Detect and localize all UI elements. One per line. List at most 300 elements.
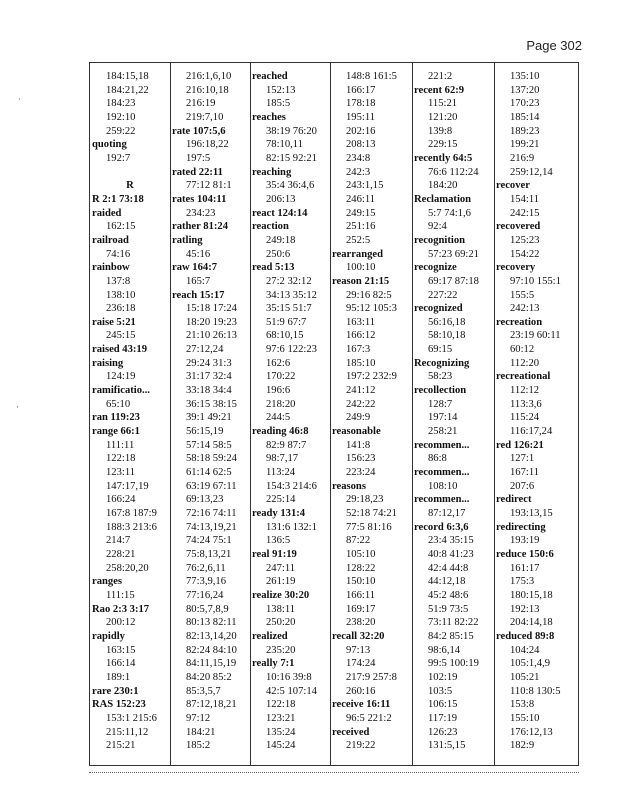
page-reference: 123:21	[266, 712, 296, 724]
page-reference: 189:1	[106, 671, 131, 683]
index-term: raided	[92, 207, 122, 219]
index-term: reasons	[332, 480, 366, 492]
page-reference: 153:8	[510, 699, 535, 711]
page-reference: 259:22	[106, 125, 136, 137]
page-reference: 166:17	[346, 84, 376, 96]
index-term: reaches	[252, 111, 286, 123]
index-term: recreational	[496, 371, 551, 383]
page-reference: 258:20,20	[106, 562, 149, 574]
index-term: reading 46:8	[252, 426, 309, 438]
page-reference: 223:24	[346, 467, 376, 479]
index-term: rated 22:11	[172, 166, 223, 178]
page-reference: 166:14	[106, 658, 136, 670]
index-term: rates 104:11	[172, 193, 227, 205]
index-term: record 6:3,6	[414, 521, 469, 533]
page-reference: 124:19	[106, 371, 136, 383]
page-reference: 259:12,14	[510, 166, 553, 178]
page-reference: 23:19 60:11	[510, 330, 561, 342]
page-reference: 29:24 31:3	[186, 357, 232, 369]
page-reference: 87:12,17	[428, 508, 466, 519]
index-term: receive 16:11	[332, 699, 391, 711]
column-divider	[170, 62, 171, 766]
index-term: really 7:1	[252, 658, 295, 670]
page-reference: 51:9 73:5	[428, 603, 469, 615]
page-reference: 182:9	[510, 740, 535, 752]
page-reference: 154:11	[510, 193, 540, 205]
page-reference: 150:10	[346, 576, 376, 588]
page-reference: 195:11	[346, 111, 376, 123]
index-column-1	[92, 70, 168, 753]
page-reference: 193:13,15	[510, 508, 553, 519]
page-reference: 72:16 74:11	[186, 508, 237, 519]
page-reference: 74:13,19,21	[186, 521, 237, 533]
page-reference: 227:22	[428, 289, 458, 301]
page-reference: 137:20	[510, 84, 540, 96]
page-reference: 127:1	[510, 453, 535, 465]
page-reference: 23:4 35:15	[428, 535, 474, 547]
page-reference: 138:10	[106, 289, 136, 301]
index-term: recent 62:9	[414, 84, 465, 96]
page-reference: 176:12,13	[510, 726, 553, 738]
page-reference: 249:18	[266, 234, 296, 246]
page-reference: 147:17,19	[106, 480, 149, 492]
index-term: redirect	[496, 494, 532, 506]
page-reference: 86:8	[428, 453, 447, 465]
page-reference: 106:15	[428, 699, 458, 711]
page-reference: 57:14 58:5	[186, 439, 232, 451]
page-reference: 82:9 87:7	[266, 439, 307, 451]
page-reference: 38:19 76:20	[266, 125, 317, 137]
page-reference: 261:19	[266, 576, 296, 588]
index-term: reduced 89:8	[496, 630, 555, 642]
index-term: red 126:21	[496, 439, 544, 451]
page-reference: 105:1,4,9	[510, 658, 551, 670]
index-term: realized	[252, 630, 288, 642]
page-reference: 97:12	[186, 712, 211, 724]
page-reference: 121:20	[428, 111, 458, 123]
index-column-6	[496, 70, 576, 753]
index-term: raising	[92, 357, 124, 369]
page-reference: 196:18,22	[186, 139, 229, 151]
page-reference: 45:16	[186, 248, 211, 260]
page-reference: 136:5	[266, 535, 291, 547]
page-reference: 92:4	[428, 221, 447, 233]
page-reference: 35:4 36:4,6	[266, 180, 315, 192]
page-reference: 125:23	[510, 234, 540, 246]
index-column-4	[332, 70, 410, 753]
page-reference: 138:11	[266, 603, 296, 615]
index-term: reaction	[252, 221, 289, 233]
page-reference: 174:24	[346, 658, 376, 670]
page-reference: 175:3	[510, 576, 535, 588]
page-reference: 242:15	[510, 207, 540, 219]
page-reference: 260:16	[346, 685, 376, 697]
page-reference: 73:11 82:22	[428, 617, 479, 629]
page-reference: 97:10 155:1	[510, 275, 561, 287]
page-reference: 113:24	[266, 467, 296, 479]
page-reference: 215:11,12	[106, 726, 149, 738]
page-reference: 117:19	[428, 712, 458, 724]
page-reference: 82:24 84:10	[186, 644, 237, 656]
page-reference: 116:17,24	[510, 426, 553, 438]
page-reference: 58:18 59:24	[186, 453, 237, 465]
page-reference: 238:20	[346, 617, 376, 629]
page-reference: 154:3 214:6	[266, 480, 317, 492]
page-reference: 97:6 122:23	[266, 344, 317, 356]
index-term: reduce 150:6	[496, 548, 554, 560]
page-reference: 105:21	[510, 671, 540, 683]
page-reference: 31:17 32:4	[186, 371, 232, 383]
index-term: recreation	[496, 316, 543, 328]
page-reference: 228:21	[106, 548, 136, 560]
page-reference: 185:14	[510, 111, 540, 123]
page-reference: 170:23	[510, 98, 540, 110]
page-reference: 131:5,15	[428, 740, 466, 752]
page-reference: 192:7	[106, 152, 131, 164]
page-reference: 74:24 75:1	[186, 535, 232, 547]
column-divider	[412, 62, 413, 766]
page-reference: 122:18	[266, 699, 296, 711]
index-term: redirecting	[496, 521, 546, 533]
page-reference: 188:3 213:6	[106, 521, 157, 533]
page-reference: 185:5	[266, 98, 291, 110]
page-reference: 246:11	[346, 193, 376, 205]
page-reference: 110:8 130:5	[510, 685, 561, 697]
page-reference: 27:12,24	[186, 344, 224, 356]
page-reference: 229:15	[428, 139, 458, 151]
page-reference: 234:8	[346, 152, 371, 164]
page-reference: 80:5,7,8,9	[186, 603, 229, 615]
page-reference: 242:13	[510, 303, 540, 315]
page-reference: 77:12 81:1	[186, 180, 232, 192]
page-reference: 192:13	[510, 603, 540, 615]
page-reference: 162:15	[106, 221, 136, 233]
index-term: recovered	[496, 221, 541, 233]
page-reference: 236:18	[106, 303, 136, 315]
page-reference: 234:23	[186, 207, 216, 219]
page-reference: 36:15 38:15	[186, 398, 237, 410]
column-divider	[250, 62, 251, 766]
page-reference: 189:23	[510, 125, 540, 137]
page-reference: 69:13,23	[186, 494, 224, 506]
page-number: Page 302	[526, 38, 582, 53]
index-term: Rao 2:3 3:17	[92, 603, 150, 615]
scan-mark: ·	[16, 402, 19, 412]
page-reference: 219:7,10	[186, 111, 224, 123]
page-reference: 185:2	[186, 740, 211, 752]
page-reference: 245:15	[106, 330, 136, 342]
page-reference: 80:13 82:11	[186, 617, 237, 629]
page-reference: 96:5 221:2	[346, 712, 392, 724]
page-reference: 42:5 107:14	[266, 685, 317, 697]
page-reference: 242:22	[346, 398, 376, 410]
page-reference: 105:10	[346, 548, 376, 560]
page-reference: 34:13 35:12	[266, 289, 317, 301]
index-term: R 2:1 73:18	[92, 193, 144, 205]
index-column-2	[172, 70, 248, 753]
page-reference: 214:7	[106, 535, 131, 547]
page-reference: 170:22	[266, 371, 296, 383]
column-divider	[330, 62, 331, 766]
page-reference: 57:23 69:21	[428, 248, 479, 260]
page-reference: 153:1 215:6	[106, 712, 157, 724]
page-reference: 63:19 67:11	[186, 480, 237, 492]
page-reference: 76:2,6,11	[186, 562, 226, 574]
page-reference: 156:23	[346, 453, 376, 465]
index-term: rainbow	[92, 262, 130, 274]
page-reference: 242:3	[346, 166, 371, 178]
page-reference: 42:4 44:8	[428, 562, 469, 574]
page-reference: 128:7	[428, 398, 453, 410]
page-reference: 29:18,23	[346, 494, 384, 506]
page-reference: 217:9 257:8	[346, 671, 397, 683]
page-reference: 216:9	[510, 152, 535, 164]
page-reference: 244:5	[266, 412, 291, 424]
page-reference: 87:22	[346, 535, 371, 547]
page-reference: 216:10,18	[186, 84, 229, 96]
column-divider	[494, 62, 495, 766]
page-reference: 192:10	[106, 111, 136, 123]
index-term: reached	[252, 71, 288, 82]
page-reference: 111:11	[106, 439, 135, 451]
page-reference: 161:17	[510, 562, 540, 574]
page-reference: 135:24	[266, 726, 296, 738]
index-term: RAS 152:23	[92, 699, 146, 711]
index-term: reach 15:17	[172, 289, 225, 301]
page-reference: 103:5	[428, 685, 453, 697]
page-reference: 225:14	[266, 494, 296, 506]
index-term: recommen...	[414, 467, 470, 479]
page-reference: 99:5 100:19	[428, 658, 479, 670]
page-reference: 100:10	[346, 262, 376, 274]
page-reference: 155:10	[510, 712, 540, 724]
page-reference: 243:1,15	[346, 180, 384, 192]
page-reference: 169:17	[346, 603, 376, 615]
index-term: reaching	[252, 166, 292, 178]
page-reference: 76:6 112:24	[428, 166, 479, 178]
page-reference: 206:13	[266, 193, 296, 205]
page-reference: 216:1,6,10	[186, 71, 232, 82]
index-term: react 124:14	[252, 207, 308, 219]
page-reference: 197:2 232:9	[346, 371, 397, 383]
page-reference: 77:5 81:16	[346, 521, 392, 533]
page-reference: 166:12	[346, 330, 376, 342]
page-reference: 141:8	[346, 439, 371, 451]
page-reference: 78:10,11	[266, 139, 303, 151]
page-reference: 84:2 85:15	[428, 630, 474, 642]
index-term: recommen...	[414, 439, 470, 451]
page-reference: 208:13	[346, 139, 376, 151]
index-term: recognized	[414, 303, 463, 315]
page-reference: 180:15,18	[510, 589, 553, 601]
page-reference: 152:13	[266, 84, 296, 96]
index-term: recovery	[496, 262, 536, 274]
page-reference: 85:3,5,7	[186, 685, 221, 697]
page-reference: 40:8 41:23	[428, 548, 474, 560]
index-term: realize 30:20	[252, 589, 310, 601]
page-reference: 135:10	[510, 71, 540, 82]
page-reference: 56:15,19	[186, 426, 224, 438]
index-term: rather 81:24	[172, 221, 228, 233]
page-reference: 166:24	[106, 494, 136, 506]
page-reference: 249:15	[346, 207, 376, 219]
page-reference: 167:8 187:9	[106, 508, 157, 519]
page-reference: 61:14 62:5	[186, 467, 232, 479]
page-reference: 139:8	[428, 125, 453, 137]
page-reference: 112:20	[510, 357, 540, 369]
page-reference: 184:15,18	[106, 71, 149, 82]
page-reference: 39:1 49:21	[186, 412, 232, 424]
page-reference: 97:13	[346, 644, 371, 656]
index-term: ready 131:4	[252, 508, 306, 519]
page-reference: 197:5	[186, 152, 211, 164]
index-term: recognize	[414, 262, 457, 274]
page-reference: 77:3,9,16	[186, 576, 227, 588]
page-reference: 131:6 132:1	[266, 521, 317, 533]
scan-mark: ·	[18, 94, 21, 104]
index-term: raised 43:19	[92, 344, 148, 356]
page-reference: 15:18 17:24	[186, 303, 237, 315]
page-reference: 250:20	[266, 617, 296, 629]
index-term: Reclamation	[414, 193, 472, 205]
page-reference: 74:16	[106, 248, 131, 260]
page-reference: 84:11,15,19	[186, 658, 237, 670]
page-reference: 112:12	[510, 385, 540, 397]
section-letter: R	[126, 180, 134, 192]
page-reference: 184:21,22	[106, 84, 149, 96]
page-reference: 95:12 105:3	[346, 303, 397, 315]
page-reference: 155:5	[510, 289, 535, 301]
page-reference: 5:7 74:1,6	[428, 207, 471, 219]
index-term: quoting	[92, 139, 127, 151]
page-reference: 113:3,6	[510, 398, 542, 410]
page-reference: 202:16	[346, 125, 376, 137]
page-reference: 249:9	[346, 412, 371, 424]
page-reference: 82:15 92:21	[266, 152, 317, 164]
page-reference: 162:6	[266, 357, 291, 369]
page-reference: 258:21	[428, 426, 458, 438]
index-term: real 91:19	[252, 548, 297, 560]
page-reference: 247:11	[266, 562, 296, 574]
index-term: ran 119:23	[92, 412, 140, 424]
index-term: range 66:1	[92, 426, 140, 438]
index-column-3	[252, 70, 328, 753]
page-reference: 52:18 74:21	[346, 508, 397, 519]
page-reference: 33:18 34:4	[186, 385, 232, 397]
page-reference: 10:16 39:8	[266, 671, 312, 683]
page-reference: 235:20	[266, 644, 296, 656]
page-reference: 58:23	[428, 371, 453, 383]
page-reference: 115:24	[510, 412, 540, 424]
index-term: rare 230:1	[92, 685, 139, 697]
page-reference: 98:6,14	[428, 644, 461, 656]
index-term: recall 32:20	[332, 630, 385, 642]
index-term: raw 164:7	[172, 262, 218, 274]
page-reference: 241:12	[346, 385, 376, 397]
page-reference: 111:15	[106, 589, 135, 601]
page-reference: 29:16 82:5	[346, 289, 392, 301]
index-term: received	[332, 726, 370, 738]
page-reference: 163:11	[346, 316, 376, 328]
page-reference: 60:12	[510, 344, 535, 356]
page-reference: 251:16	[346, 221, 376, 233]
page-reference: 122:18	[106, 453, 136, 465]
page-reference: 196:6	[266, 385, 291, 397]
page-reference: 58:10,18	[428, 330, 466, 342]
page-reference: 250:6	[266, 248, 291, 260]
page-reference: 215:21	[106, 740, 136, 752]
page-reference: 56:16,18	[428, 316, 466, 328]
page-reference: 184:21	[186, 726, 216, 738]
page-reference: 35:15 51:7	[266, 303, 312, 315]
index-term: rearranged	[332, 248, 383, 260]
page-reference: 68:10,15	[266, 330, 304, 342]
footer-rule	[89, 772, 579, 773]
index-term: recollection	[414, 385, 467, 397]
page-reference: 252:5	[346, 234, 371, 246]
page-reference: 218:20	[266, 398, 296, 410]
page-reference: 69:17 87:18	[428, 275, 479, 287]
page-reference: 84:20 85:2	[186, 671, 232, 683]
page-reference: 51:9 67:7	[266, 316, 307, 328]
index-term: recognition	[414, 234, 466, 246]
page-reference: 75:8,13,21	[186, 548, 232, 560]
index-term: recently 64:5	[414, 152, 473, 164]
index-term: read 5:13	[252, 262, 295, 274]
page-reference: 82:13,14,20	[186, 630, 237, 642]
page-reference: 98:7,17	[266, 453, 299, 465]
page-reference: 219:22	[346, 740, 376, 752]
page-reference: 77:16,24	[186, 589, 224, 601]
page-reference	[92, 166, 168, 180]
page-reference: 69:15	[428, 344, 453, 356]
page-reference: 115:21	[428, 98, 458, 110]
page-reference: 154:22	[510, 248, 540, 260]
page-reference: 178:18	[346, 98, 376, 110]
index-term: reasonable	[332, 426, 381, 438]
page-reference: 166:11	[346, 589, 376, 601]
index-term: Recognizing	[414, 357, 470, 369]
page-reference: 65:10	[106, 398, 131, 410]
page-reference: 165:7	[186, 275, 211, 287]
page-reference: 45:2 48:6	[428, 589, 469, 601]
index-term: rate 107:5,6	[172, 125, 226, 137]
page-reference: 207:6	[510, 480, 535, 492]
page-reference: 197:14	[428, 412, 458, 424]
index-term: reason 21:15	[332, 275, 390, 287]
page-reference: 221:2	[428, 71, 453, 82]
page-reference: 193:19	[510, 535, 540, 547]
page-reference: 204:14,18	[510, 617, 553, 629]
index-term: ranges	[92, 576, 123, 588]
page-reference: 27:2 32:12	[266, 275, 312, 287]
index-term: recover	[496, 180, 530, 192]
index-term: rapidly	[92, 630, 125, 642]
index-term: ratling	[172, 234, 203, 246]
page-reference: 148:8 161:5	[346, 71, 397, 82]
page-reference: 21:10 26:13	[186, 330, 237, 342]
page-reference: 185:10	[346, 357, 376, 369]
page-reference: 216:19	[186, 98, 216, 110]
page-reference: 44:12,18	[428, 576, 466, 588]
page-reference: 184:23	[106, 98, 136, 110]
page-reference: 137:8	[106, 275, 131, 287]
page-reference: 128:22	[346, 562, 376, 574]
page-reference: 126:23	[428, 726, 458, 738]
page-reference: 199:21	[510, 139, 540, 151]
page-reference: 167:3	[346, 344, 371, 356]
page-reference: 145:24	[266, 740, 296, 752]
